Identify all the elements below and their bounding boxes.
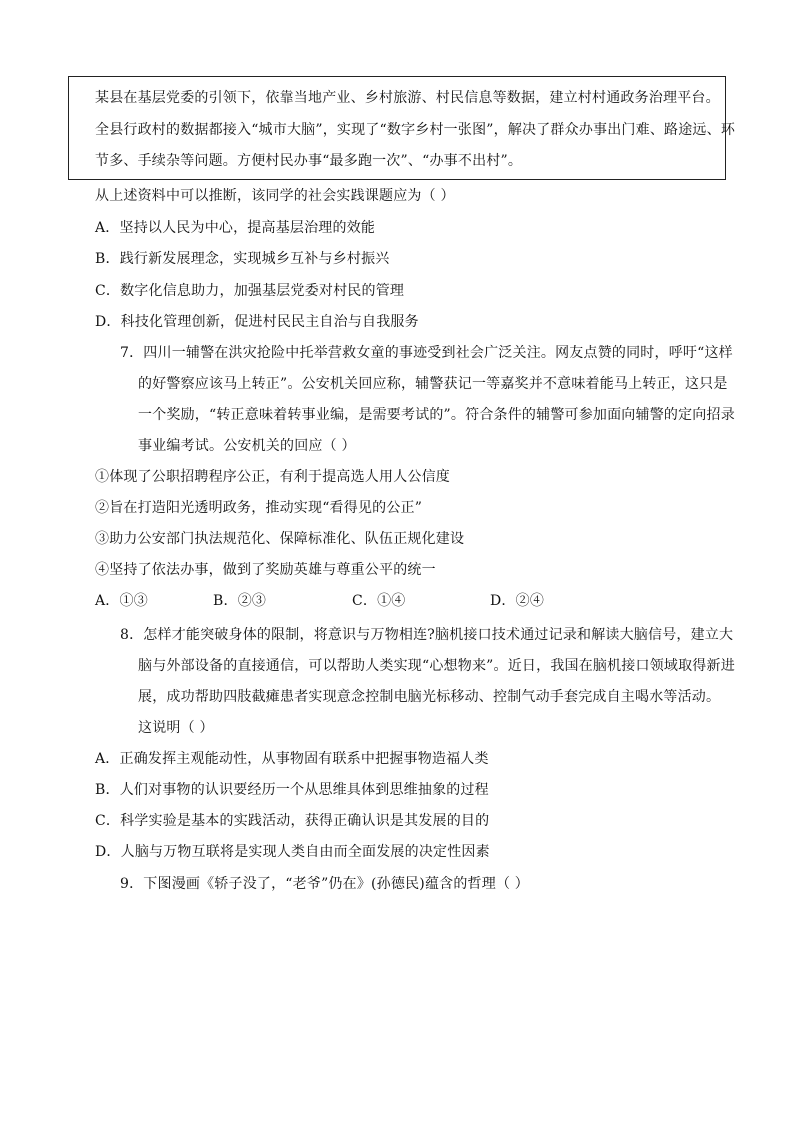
q7-choice-c: C．①④ xyxy=(352,593,406,609)
q8-option-d: D．人脑与万物互联将是实现人类自由而全面发展的决定性因素 xyxy=(95,844,490,860)
q8-option-a: A．正确发挥主观能动性，从事物固有联系中把握事物造福人类 xyxy=(95,751,489,767)
q8-stem-line-2: 脑与外部设备的直接通信，可以帮助人类实现“心想物来”。近日，我国在脑机接口领域取得新进 xyxy=(138,658,735,674)
q8-stem-line-1: 8．怎样才能突破身体的限制，将意识与万物相连?脑机接口技术通过记录和解读大脑信号，建立大 xyxy=(120,627,734,643)
q7-choice-b: B．②③ xyxy=(213,593,267,609)
q8-option-b: B．人们对事物的认识要经历一个从思维具体到思维抽象的过程 xyxy=(95,782,489,798)
q6-stem: 从上述资料中可以推断，该同学的社会实践课题应为（ ） xyxy=(95,188,455,204)
q6-option-d: D．科技化管理创新，促进村民民主自治与自我服务 xyxy=(95,314,419,330)
q7-stem-line-1: 7．四川一辅警在洪灾抢险中托举营救女童的事迹受到社会广泛关注。网友点赞的同时，呼吁“这样 xyxy=(120,345,733,361)
q7-statement-1: ①体现了公职招聘程序公正，有利于提高选人用人公信度 xyxy=(95,469,450,485)
q7-stem-line-2: 的好警察应该马上转正”。公安机关回应称，辅警获记一等嘉奖并不意味着能马上转正，这只是 xyxy=(138,376,728,392)
q7-stem-line-4: 事业编考试。公安机关的回应（ ） xyxy=(138,438,356,454)
q7-statement-4: ④坚持了依法办事，做到了奖励英雄与尊重公平的统一 xyxy=(95,562,436,578)
q7-stem-line-3: 一个奖励，“转正意味着转事业编，是需要考试的”。符合条件的辅警可参加面向辅警的定向招录 xyxy=(138,407,735,423)
q8-stem-line-3: 展，成功帮助四肢截瘫患者实现意念控制电脑光标移动、控制气动手套完成自主喝水等活动。 xyxy=(138,689,721,705)
passage-line-3: 节多、手续杂等问题。方便村民办事“最多跑一次”、“办事不出村”。 xyxy=(95,153,523,169)
passage-line-1: 某县在基层党委的引领下，依靠当地产业、乡村旅游、村民信息等数据，建立村村通政务治理平台。 xyxy=(95,90,720,106)
q6-option-b: B．践行新发展理念，实现城乡互补与乡村振兴 xyxy=(95,251,390,267)
q8-stem-line-4: 这说明（ ） xyxy=(138,720,214,736)
passage-line-2: 全县行政村的数据都接入“城市大脑”，实现了“数字乡村一张图”，解决了群众办事出门难、路途远、环 xyxy=(95,122,736,138)
q8-option-c: C．科学实验是基本的实践活动，获得正确认识是其发展的目的 xyxy=(95,813,490,829)
q7-statement-3: ③助力公安部门执法规范化、保障标准化、队伍正规化建设 xyxy=(95,531,465,547)
q9-stem: 9．下图漫画《轿子没了，“老爷”仍在》(孙德民)蕴含的哲理（ ） xyxy=(120,876,529,892)
q6-option-a: A．坚持以人民为中心，提高基层治理的效能 xyxy=(95,220,376,236)
q7-choice-d: D．②④ xyxy=(490,593,545,609)
q6-option-c: C．数字化信息助力，加强基层党委对村民的管理 xyxy=(95,283,405,299)
q7-statement-2: ②旨在打造阳光透明政务，推动实现“看得见的公正” xyxy=(95,500,423,516)
q7-choice-a: A．①③ xyxy=(95,593,148,609)
